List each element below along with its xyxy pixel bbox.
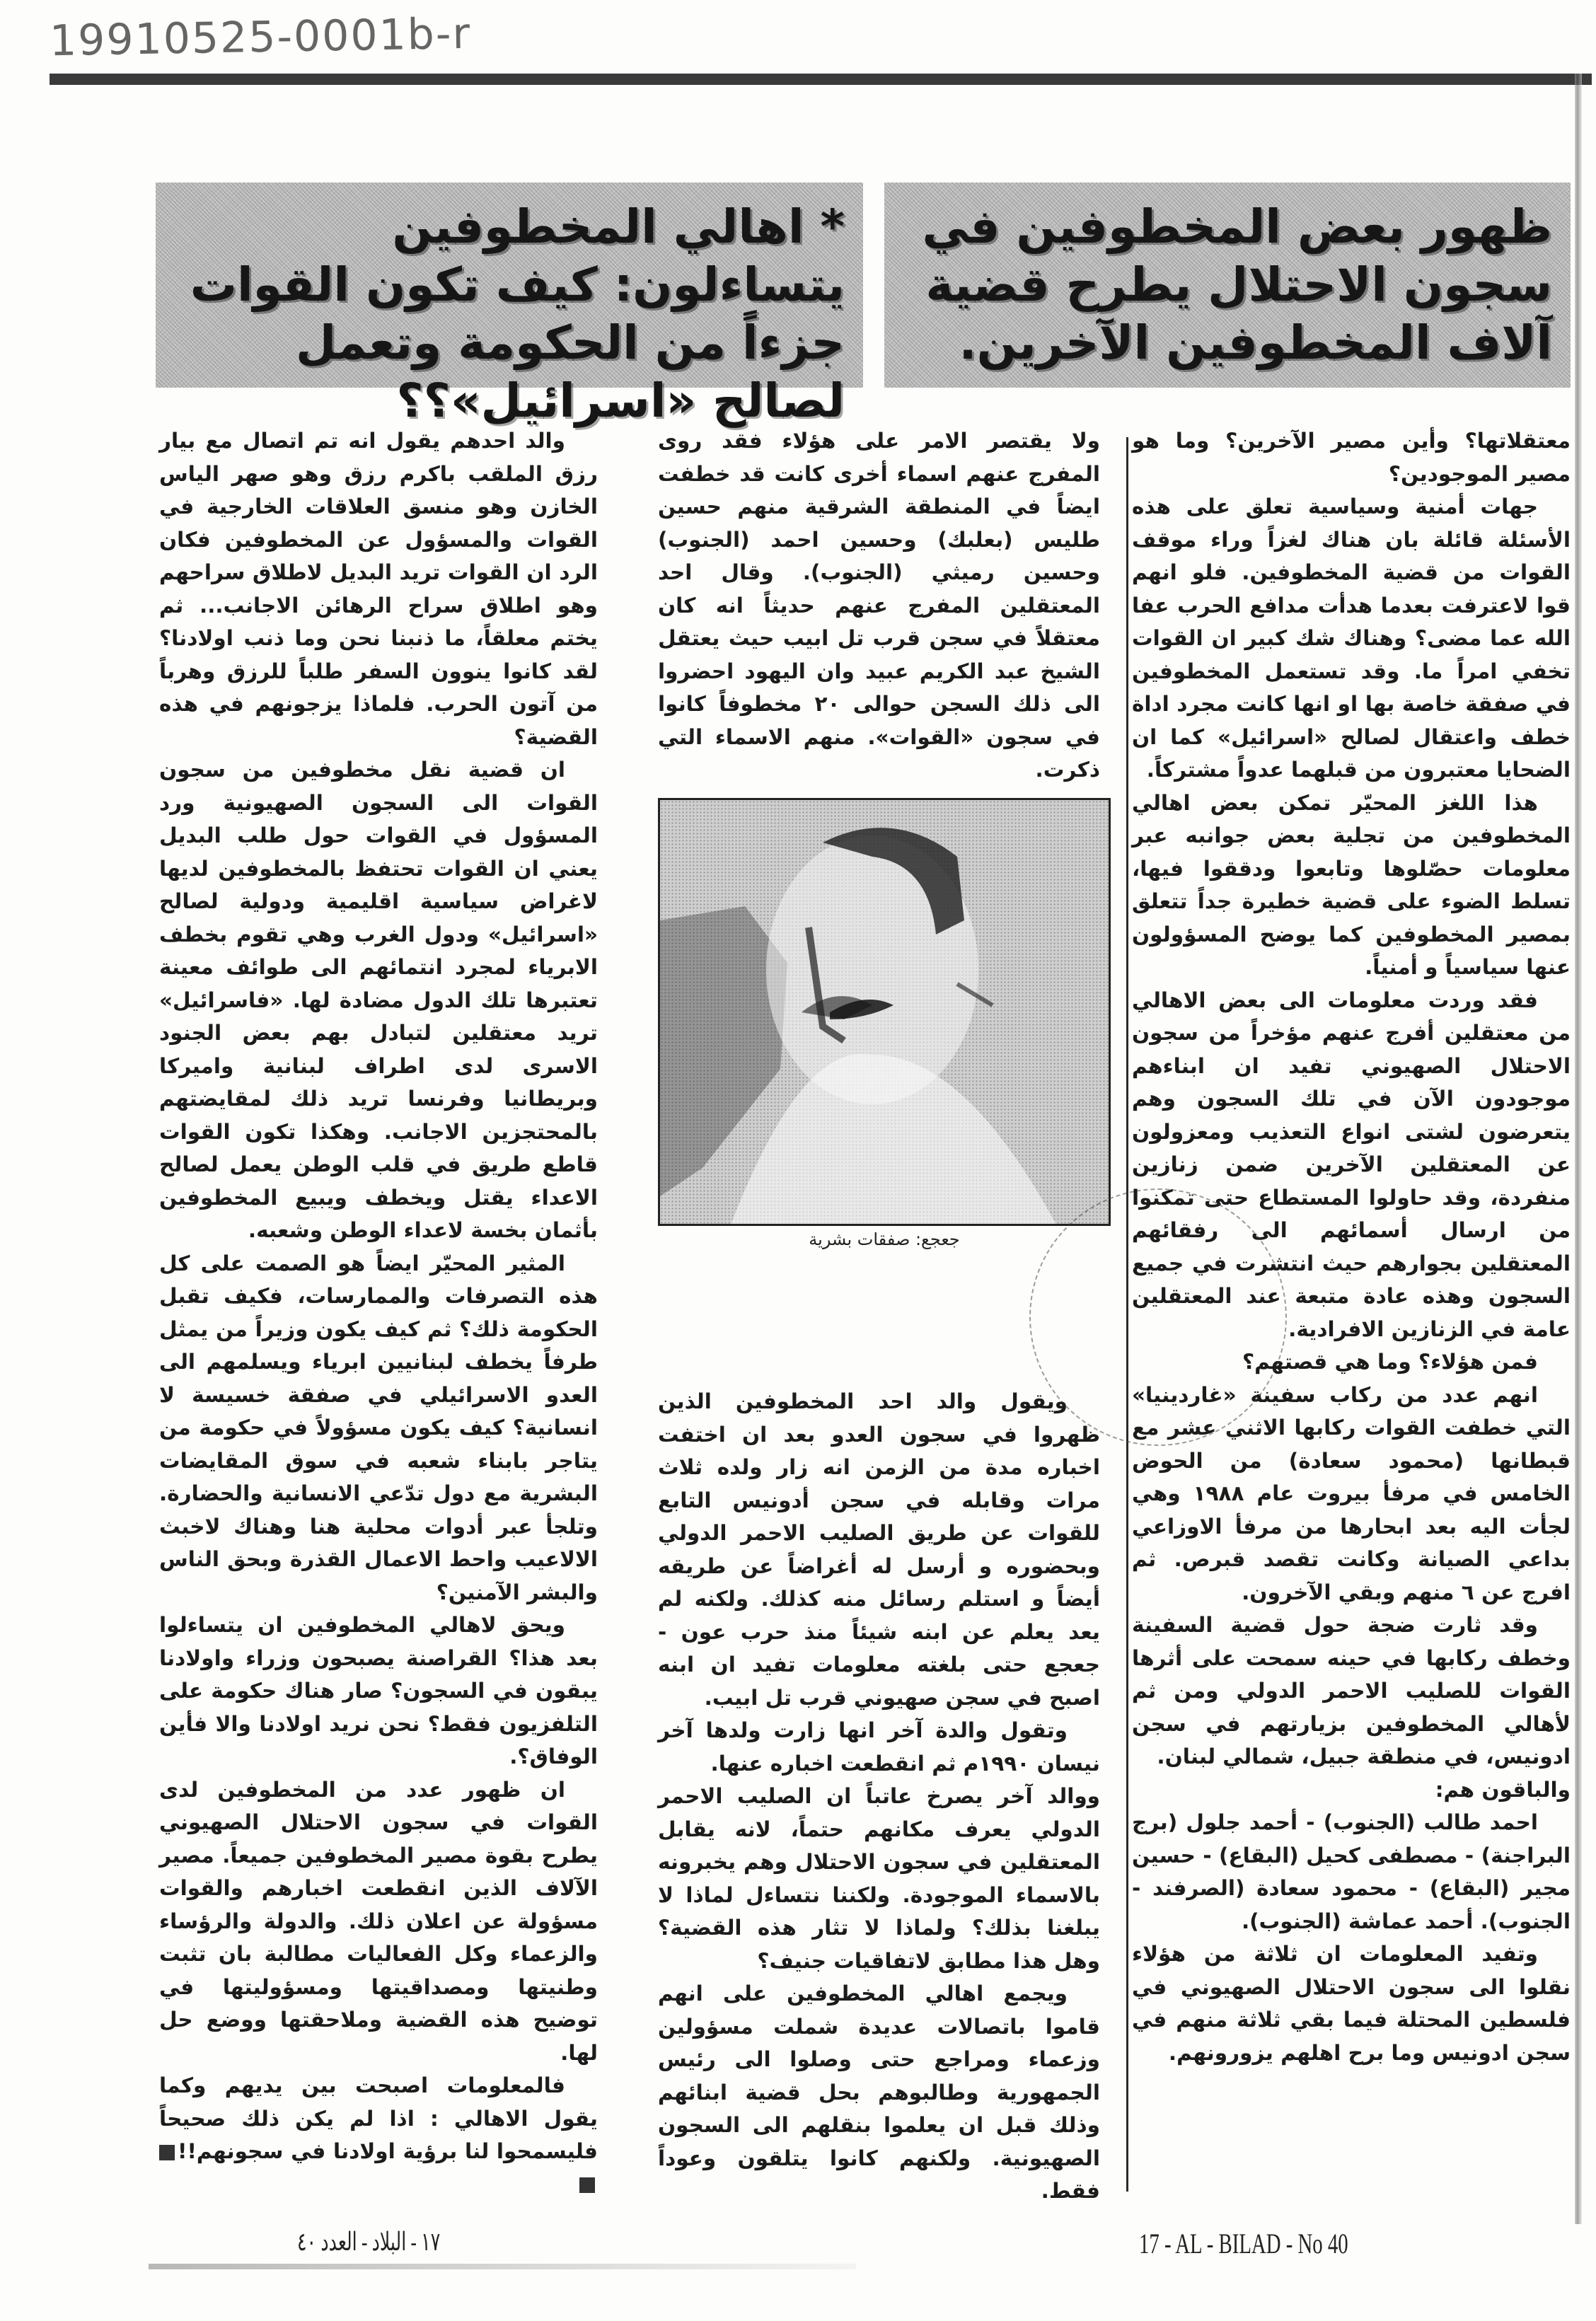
main-headline-box [884, 183, 1571, 388]
secondary-headline-box [156, 183, 863, 428]
paragraph: ان قضية نقل مخطوفين من سجون القوات الى السجون الصهيونية ورد المسؤول في القوات حول طلب البديل يعني ان القوات تحتفظ بالمخطوفين لديها لاغراض سياسية اقليمية ودولية لصالح «اسرائيل» ودول الغرب وهي تقوم بخطف الابرياء لمجرد انتمائهم الى طوائف معينة تعتبرها تلك الدول مضادة لها. «فاسرائيل» تريد معتقلين لتبادل بهم بعض الجنود الاسرى لدى اطراف لبنانية واميركا وبريطانيا وفرنسا تريد ذلك لمقايضتهم بالمحتجزين الاجانب. وهكذا تكون القوات قاطع طريق في قلب الوطن يعمل لصالح الاعداء يقتل ويخطف ويبيع المخطوفين بأثمان بخسة لاعداء الوطن وشعبه. [159, 758, 598, 1242]
paragraph: المثير المحيّر ايضاً هو الصمت على كل هذه التصرفات والممارسات، فكيف تقبل الحكومة ذلك؟ ثم كيف يكون وزيراً من يمثل طرفاً يخطف لبنانيين ابرياء ويسلمهم الى العدو الاسرائيلي في صفقة خسيسة لا انسانية؟ كيف يكون مسؤولاً في حكومة من يتاجر بابناء شعبه في سوق المقايضات البشرية مع دول تدّعي الانسانية والحضارة. وتلجأ عبر أدوات محلية هنا وهناك لاخبث الالاعيب واحط الاعمال القذرة وبحق الناس والبشر الآمنين؟ [159, 1251, 598, 1604]
closing-paragraph [159, 2069, 598, 2201]
article-column-middle-top [658, 424, 1100, 787]
paragraph: ان ظهور عدد من المخطوفين لدى القوات في سجون الاحتلال الصهيوني يطرح بقوة مصير المخطوفين جميعاً. مصير الآلاف الذين انقطعت اخبارهم والقوات مسؤولة عن اعلان ذلك. والدولة والرؤساء والزعماء وكل الفعاليات مطالبة بان تثبت وطنيتها ومصداقيتها ومسؤوليتها في توضيح هذه القضية وملاحقتها ووضع حل لها. [159, 1777, 598, 2065]
archive-handwritten-code: 19910525-0001b-r [49, 8, 472, 66]
list-label: والباقون هم: [1435, 1777, 1571, 1802]
portrait-photo [658, 798, 1111, 1226]
end-mark-icon [159, 2145, 175, 2160]
paragraph: ووالد آخر يصرخ عاتباً ان الصليب الاحمر الدولي يعرف مكانهم حتماً، لانه يقابل المعتقلين في سجون الاحتلال وهم يخبرونه بالاسماء الموجودة. ولكننا نتساءل لماذا لا يبلغنا بذلك؟ ولماذا لا تثار هذه القضية؟ وهل هذا مطابق لاتفاقيات جنيف؟ [658, 1784, 1100, 1973]
names-list: احمد طالب (الجنوب) - أحمد جلول (برج البراجنة) - مصطفى كحيل (البقاع) - حسين مجير (البقاع) - محمود سعادة (الصرفند - الجنوب). أحمد عماشة (الجنوب). [1132, 1810, 1571, 1933]
paragraph: ويجمع اهالي المخطوفين على انهم قاموا باتصالات عديدة شملت مسؤولين وزعماء ومراجع حتى وصلوا الى رئيس الجمهورية وطالبوهم بحل قضية ابنائهم وذلك قبل ان يعلموا بنقلهم الى السجون الصهيونية. ولكنهم كانوا يتلقون وعوداً فقط. [658, 1981, 1100, 2203]
article-column-middle-bottom [658, 1385, 1100, 2208]
footer-latin-folio: 17 - AL - BILAD - No 40 [1139, 2228, 1348, 2259]
paragraph: جهات أمنية وسياسية تعلق على هذه الأسئلة قائلة بان هناك لغزاً وراء موقف القوات من قضية المخطوفين. فلو انهم قوا لاعترفت بعدما هدأت مدافع الحرب عفا الله عما مضى؟ وهناك شك كبير ان القوات تخفي امراً ما. وقد تستعمل المخطوفين في صفقة خاصة بها او انها كانت مجرد اداة خطف واعتقال لصالح «اسرائيل» كما ان الضحايا معتبرون من قبلهما عدواً مشتركاً. [1132, 494, 1571, 782]
page-edge-shadow [1575, 74, 1582, 2224]
paragraph: ويحق لاهالي المخطوفين ان يتساءلوا بعد هذا؟ القراصنة يصبحون وزراء واولادنا يبقون في السجون؟ صار هناك حكومة على التلفزيون فقط؟ نحن نريد اولادنا والا فأين الوفاق؟. [159, 1613, 598, 1769]
paragraph: فقد وردت معلومات الى بعض الاهالي من معتقلين أفرج عنهم مؤخراً من سجون الاحتلال الصهيوني تفيد ان ابناءهم موجودون الآن في تلك السجون وهم يتعرضون لشتى انواع التعذيب ومعزولون عن المعتقلين الآخرين ضمن زنازين منفردة، وقد حاولوا المستطاع حتى تمكنوا من ارسال أسمائهم الى رفقائهم المعتقلين بجوارهم حيث انتشرت في جميع السجون وهذه عادة متبعة عند المعتقلين عامة في الزنازين الافرادية. [1132, 988, 1571, 1341]
paragraph: ولا يقتصر الامر على هؤلاء فقد روى المفرج عنهم اسماء أخرى كانت قد خطفت ايضاً في المنطقة الشرقية منهم حسين طليس (بعلبك) وحسين احمد (الجنوب) وحسين رميثي (الجنوب). وقال احد المعتقلين المفرج عنهم حديثاً انه كان معتقلاً في سجن قرب تل ابيب حيث يعتقل الشيخ عبد الكريم عبيد وان اليهود احضروا الى ذلك السجن حوالى ٢٠ مخطوفاً كانوا في سجون «القوات». منهم الاسماء التي ذكرت. [658, 429, 1100, 782]
article-column-left [159, 424, 598, 2201]
paragraph: ويقول والد احد المخطوفين الذين ظهروا في سجون العدو بعد ان اختفت اخباره مدة من الزمن انه زار ولده ثلاث مرات وقابله في سجن أدونيس التابع للقوات عن طريق الصليب الاحمر الدولي وبحضوره و أرسل له أغراضاً عن طريقه أيضاً و استلم رسائل منه كذلك. ولكنه لم يعد يعلم عن ابنه شيئاً منذ حرب عون - جعجع حتى بلغته معلومات تفيد ان ابنه اصبح في سجن صهيوني قرب تل ابيب. [658, 1389, 1100, 1710]
portrait-photo-icon [660, 800, 1109, 1224]
paragraph: وتقول والدة آخر انها زارت ولدها آخر نيسان ١٩٩٠م ثم انقطعت اخباره عنها. [658, 1718, 1100, 1776]
paragraph: وقد ثارت ضجة حول قضية السفينة وخطف ركابها في حينه سمحت على أثرها القوات للصليب الاحمر الدولي ومن ثم لأهالي المخطوفين بزيارتهم في سجن ادونيس، في منطقة جبيل، شمالي لبنان. [1132, 1613, 1571, 1769]
main-headline: ظهور بعض المخطوفين في سجون الاحتلال يطرح قضية آلاف المخطوفين الآخرين. [922, 199, 1552, 370]
top-rule-divider [50, 74, 1592, 85]
photo-caption: جعجع: صفقات بشرية [809, 1229, 960, 1249]
footer-arabic-folio: ١٧ - البلاد - العدد ٤٠ [297, 2228, 441, 2256]
secondary-headline: * اهالي المخطوفين يتساءلون: كيف تكون القوات جزءاً من الحكومة وتعمل لصالح «اسرائيل»؟؟ [190, 199, 845, 428]
paragraph: انهم عدد من ركاب سفينة «غاردينيا» التي خطفت القوات ركابها الاثني عشر مع قبطانها (محمود سعادة) من الحوض الخامس في مرفأ بيروت عام ١٩٨٨ وهي لجأت اليه بعد ابحارها من مرفأ الاوزاعي بداعي الصيانة وكانت تقصد قبرص. ثم افرج عن ٦ منهم وبقي الآخرون. [1132, 1382, 1571, 1604]
closing-text: فالمعلومات اصبحت بين يديهم وكما يقول الاهالي : اذا لم يكن ذلك صحيحاً فليسمحوا لنا برؤية اولادنا في سجونهم!! [159, 2073, 598, 2163]
paragraph: والد احدهم يقول انه تم اتصال مع بيار رزق الملقب باكرم رزق وهو صهر الياس الخازن وهو منسق العلاقات الخارجية في القوات والمسؤول عن المخطوفين فكان الرد ان القوات تريد البديل لاطلاق سراحهم وهو اطلاق سراح الرهائن الاجانب... ثم يختم معلقاً، ما ذنبنا نحن وما ذنب اولادنا؟ لقد كانوا ينوون السفر طلباً للرزق وهرباً من آتون الحرب. فلماذا يزجونهم في هذه القضية؟ [159, 429, 598, 749]
paragraph: هذا اللغز المحيّر تمكن بعض اهالي المخطوفين من تجلية بعض جوانبه عبر معلومات حصّلوها وتابعوا ودققوا فيها، تسلط الضوء على قضية خطيرة جداً تتعلق بمصير المخطوفين كما يوضح المسؤولون عنها سياسياً و أمنياً. [1132, 790, 1571, 979]
subheading-question: فمن هؤلاء؟ وما هي قصتهم؟ [1242, 1350, 1538, 1374]
end-mark-icon [579, 2177, 595, 2193]
paragraph: معتقلاتها؟ وأين مصير الآخرين؟ وما هو مصير الموجودين؟ [1132, 429, 1571, 486]
scan-smudge [149, 2264, 856, 2269]
paragraph: وتفيد المعلومات ان ثلاثة من هؤلاء نقلوا الى سجون الاحتلال الصهيوني في فلسطين المحتلة فيما بقي ثلاثة منهم في سجن ادونيس وما برح اهلهم يزورونهم. [1132, 1942, 1571, 2065]
